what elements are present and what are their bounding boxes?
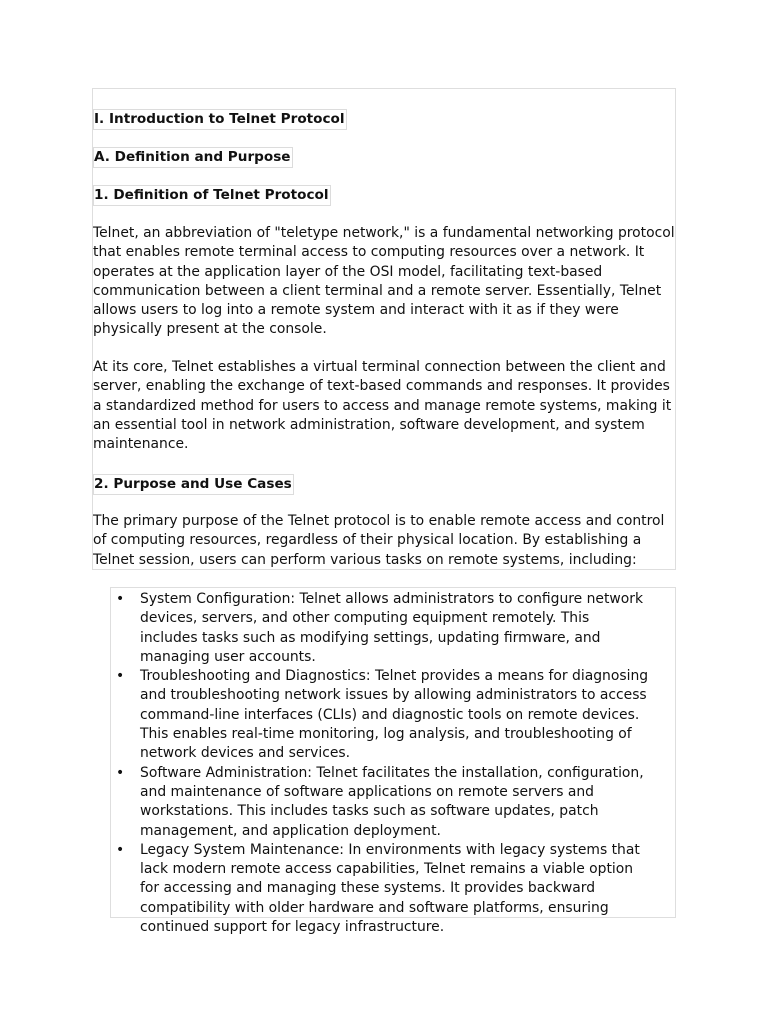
subsection-heading-definition-purpose: A. Definition and Purpose [93,147,293,168]
bullet-icon: • [116,668,125,685]
use-cases-list [111,590,677,937]
list-item [111,764,650,841]
list-item [111,590,650,667]
list-item-text: System Configuration: Telnet allows administrators to configure network devices, servers, and other computing equipment remotely. This includes tasks such as modifying settings, updating firmware, and managing user accounts. [140,591,644,665]
content-section [92,88,676,570]
bullet-icon: • [116,841,125,858]
paragraph-core: At its core, Telnet establishes a virtual terminal connection between the client and server, enabling the exchange of text-based commands and responses. It provides a standardized method for users to access and manage remote systems, making it an essential tool in network administration, software development, and system maintenance. [93,359,672,453]
bullet-icon: • [116,591,125,607]
subsubsection-heading-purpose: 2. Purpose and Use Cases [93,474,294,495]
list-item-text: Software Administration: Telnet facilitates the installation, configuration, and maintenance of software applications on remote servers and workstations. This includes tasks such as software updates, patch management, and application deployment. [140,764,644,839]
list-item [111,841,650,937]
subsubsection-heading-definition: 1. Definition of Telnet Protocol [93,185,331,206]
list-item-text: Troubleshooting and Diagnostics: Telnet provides a means for diagnosing and troubleshooting network issues by allowing administrators to access command-line interfaces (CLIs) and diagnostic tools on remote devices. This enables real-time monitoring, log analysis, and troubleshooting of network devices and services. [140,668,649,762]
paragraph-purpose: The primary purpose of the Telnet protocol is to enable remote access and control of computing resources, regardless of their physical location. By establishing a Telnet session, users can perform various tasks on remote systems, including: [93,513,665,568]
list-item [111,667,650,763]
bullet-icon: • [116,764,125,781]
use-cases-list-section [110,587,676,936]
list-item-text: Legacy System Maintenance: In environments with legacy systems that lack modern remote access capabilities, Telnet remains a viable option for accessing and managing these systems. It provides backward compatibility with older hardware and software platforms, ensuring continued support for legacy infrastructure. [140,841,640,936]
paragraph-definition: Telnet, an abbreviation of "teletype network," is a fundamental networking protocol that enables remote terminal access to computing resources over a network. It operates at the application layer of the OSI model, facilitating text-based communication between a client terminal and a remote server. Essentially, Telnet allows users to log into a remote system and interact with it as if they were physically present at the console. [93,225,675,338]
section-heading-introduction: I. Introduction to Telnet Protocol [93,109,347,130]
